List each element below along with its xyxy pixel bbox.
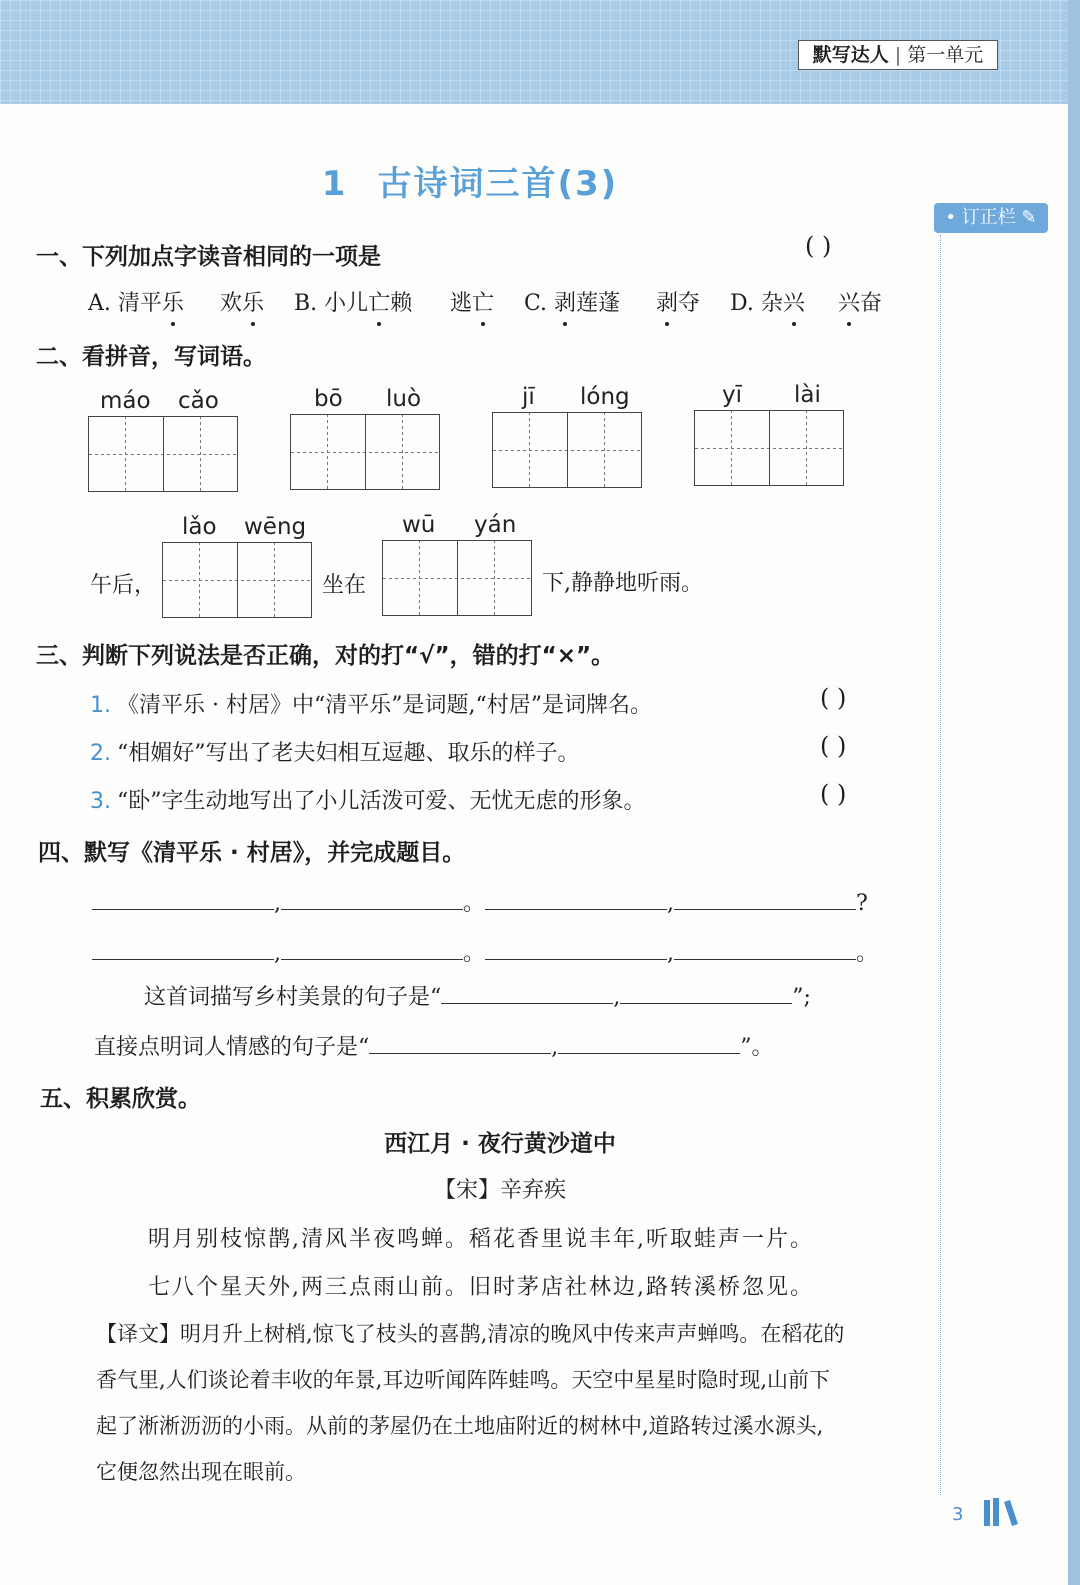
unit-name: 第一单元 [907,44,984,66]
translation-line: 它便忽然出现在眼前。 [96,1460,306,1484]
answer-blank [369,1033,551,1054]
sentence-middle: 坐在 [322,573,367,598]
dotted-char: 剥 [554,286,576,317]
correction-label: 订正栏 [961,207,1016,228]
pinyin: yī [722,382,743,408]
char-writing-grid[interactable] [88,416,238,492]
answer-blank [558,1033,740,1054]
dotted-char: 乐 [242,286,264,317]
q5-heading: 五、积累欣赏。 [40,1086,201,1112]
pinyin: lài [794,382,821,408]
q3-heading: 三、判断下列说法是否正确，对的打“√”，错的打“×”。 [36,643,615,669]
answer-blank [674,939,856,960]
page-number: 3 [952,1504,964,1525]
q1-option-d-word2: 兴奋 [838,286,882,317]
dotted-char: 亡 [368,286,390,317]
pinyin: máo [100,388,151,414]
q1-option-c[interactable]: C. 剥莲蓬 [524,286,620,317]
judge-item-3: 3. “卧”字生动地写出了小儿活泼可爱、无忧无虑的形象。 [90,789,646,814]
poem-author: 【宋】辛弃疾 [433,1178,566,1203]
dotted-char: 乐 [162,286,184,317]
header-label: 默写达人 | 第一单元 [798,40,998,70]
answer-blank [620,983,792,1004]
char-writing-grid[interactable] [382,540,532,616]
q1-option-a-word2: 欢乐 [220,286,264,317]
answer-blank [281,889,463,910]
q4-heading: 四、默写《清平乐 · 村居》，并完成题目。 [38,840,466,866]
emotion-sentence-prompt[interactable]: 直接点明词人情感的句子是“ , ”。 [94,1035,774,1060]
dotted-char: 兴 [838,286,860,317]
answer-blank [92,939,274,960]
dotted-char: 亡 [472,286,494,317]
answer-blank [674,889,856,910]
char-writing-grid[interactable] [492,412,642,488]
dotted-char: 兴 [783,286,805,317]
pinyin: wū [402,512,436,538]
judge-answer-paren[interactable]: ( ) [820,684,847,712]
translation-line: 【译文】明月升上树梢,惊飞了枝头的喜鹊,清凉的晚风中传来声声蝉鸣。在稻花的 [96,1322,845,1346]
q1-option-a[interactable]: A. 清平乐 [88,286,184,317]
translation-line: 香气里,人们谈论着丰收的年景,耳边听闻阵阵蛙鸣。天空中星星时隐时现,山前下 [96,1368,831,1392]
answer-blank [485,939,667,960]
pinyin: cǎo [178,388,219,414]
pinyin: lǎo [182,514,217,540]
page-title [0,156,940,205]
poem-title: 西江月 · 夜行黄沙道中 [384,1131,616,1157]
sentence-prefix: 午后， [90,573,157,598]
judge-item-1: 1. 《清平乐 · 村居》中“清平乐”是词题,“村居”是词牌名。 [90,693,652,718]
q2-heading: 二、看拼音，写词语。 [36,344,266,370]
q1-option-b[interactable]: B. 小儿亡赖 [294,286,412,317]
pinyin: jī [522,384,535,410]
poem-line: 七八个星天外,两三点雨山前。旧时茅店社林边,路转溪桥忽见。 [148,1275,814,1300]
translation-line: 起了淅淅沥沥的小雨。从前的茅屋仍在土地庙附近的树林中,道路转过溪水源头, [96,1414,824,1438]
dictation-row-1[interactable]: , 。 , ? [92,886,868,917]
q1-heading: 一、下列加点字读音相同的一项是 [36,244,381,270]
scenery-sentence-prompt[interactable]: 这首词描写乡村美景的句子是“ , ”; [144,985,811,1010]
char-writing-grid[interactable] [290,414,440,490]
books-icon [982,1496,1022,1528]
judge-answer-paren[interactable]: ( ) [820,780,847,808]
char-writing-grid[interactable] [694,410,844,486]
lesson-title: 古诗词三首(3) [377,164,619,204]
sentence-suffix: 下,静静地听雨。 [542,571,703,596]
poem-line: 明月别枝惊鹊,清风半夜鸣蝉。稻花香里说丰年,听取蛙声一片。 [148,1227,814,1252]
q1-option-b-word2: 逃亡 [450,286,494,317]
series-name: 默写达人 [812,44,889,66]
answer-blank [281,939,463,960]
dotted-char: 剥 [656,286,678,317]
pinyin: yán [474,512,517,538]
answer-blank [441,983,613,1004]
pencil-icon: ✎ [1021,207,1037,228]
pinyin: lóng [580,384,630,410]
pinyin: wēng [244,514,307,540]
correction-column-divider [940,235,941,1495]
q1-option-d[interactable]: D. 杂兴 [730,286,805,317]
pinyin: luò [386,386,422,412]
answer-blank [485,889,667,910]
correction-column-tag: • 订正栏 ✎ [934,203,1048,233]
judge-answer-paren[interactable]: ( ) [820,732,847,760]
judge-item-2: 2. “相媚好”写出了老夫妇相互逗趣、取乐的样子。 [90,741,580,766]
lesson-number: 1 [321,164,348,204]
char-writing-grid[interactable] [162,542,312,618]
dictation-row-2[interactable]: , 。 , 。 [92,936,878,967]
page-edge-band [1068,0,1080,1585]
q1-option-c-word2: 剥夺 [656,286,700,317]
answer-blank [92,889,274,910]
q1-answer-paren[interactable]: ( ) [805,232,832,260]
pinyin: bō [314,386,343,412]
